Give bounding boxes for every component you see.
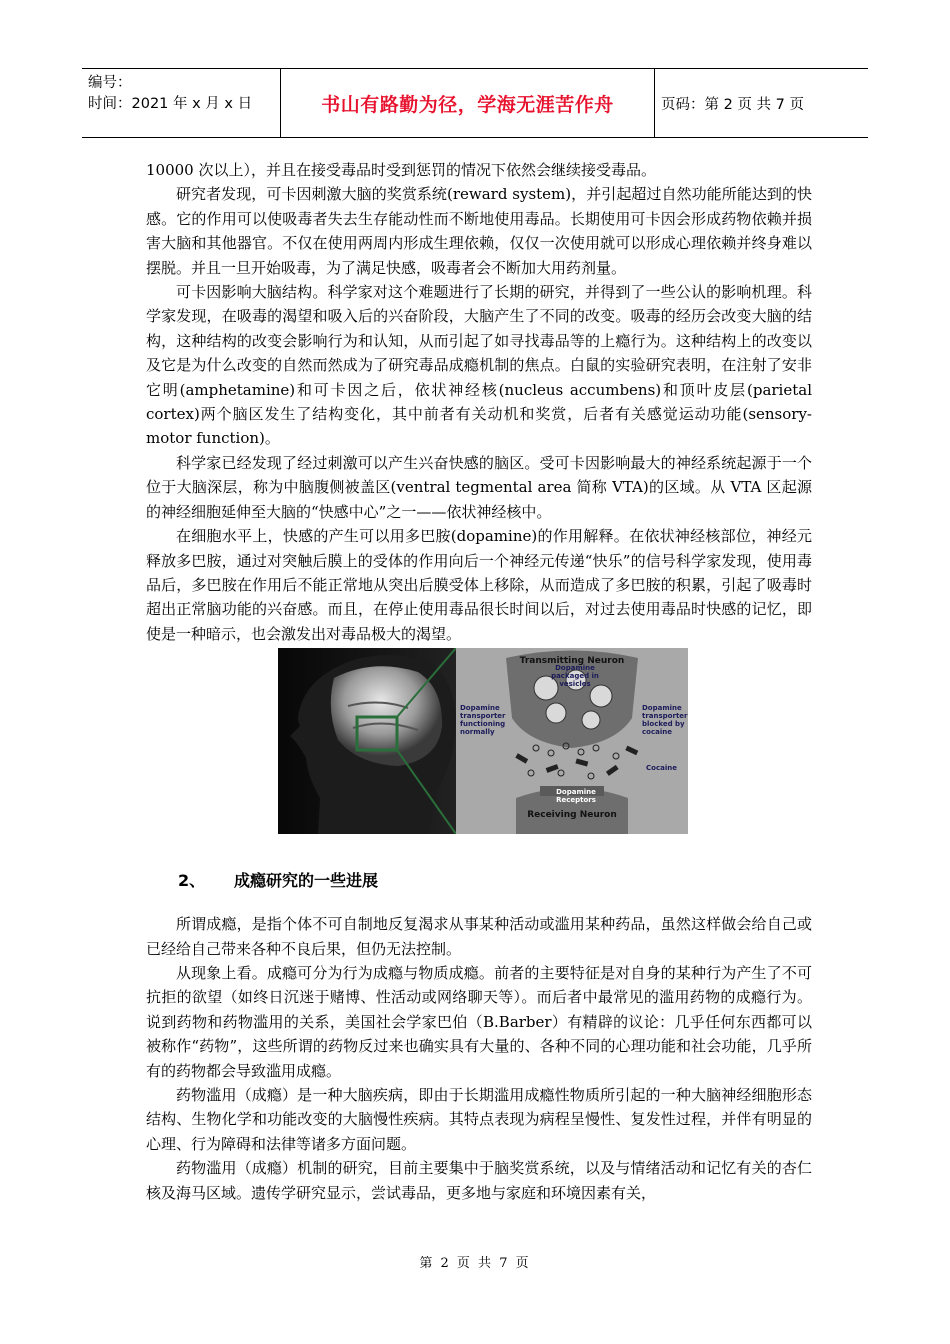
doc-number-label: 编号： [88,75,132,91]
section-number: 2、 [178,871,206,891]
synapse-diagram [456,648,688,834]
header-meta [82,69,281,137]
paragraph: 在细胞水平上，快感的产生可以用多巴胺(dopamine)的作用解释。在依状神经核部位，神经元释放多巴胺，通过对突触后膜上的受体的作用向后一个神经元传递“快乐”的信号科学家发现，使用毒品后，多巴胺在作用后不能正常地从突出后膜受体上移除，从而造成了多巴胺的积累，引起了吸毒时超出正常脑功能的兴奋感。而且，在停止使用毒品很长时间以后，对过去使用毒品时快感的记忆，即使是一种暗示，也会激发出对毒品极大的渴望。 [146,527,812,643]
section-title: 成瘾研究的一些进展 [234,871,379,891]
label-receptors: Dopamine Receptors [556,788,596,805]
label-transporter-blocked: Dopamine transporter blocked by cocaine [642,704,688,737]
paragraph-continued: 10000 次以上），并且在接受毒品时受到惩罚的情况下依然会继续接受毒品。 [146,161,656,179]
document-body [146,158,812,1205]
paragraph: 药物滥用（成瘾）机制的研究，目前主要集中于脑奖赏系统，以及与情绪活动和记忆有关的杏仁核及海马区域。遗传学研究显示，尝试毒品，更多地与家庭和环境因素有关， [146,1159,812,1202]
header-motto: 书山有路勤为径，学海无涯苦作舟 [281,69,655,137]
page-footer: 第 2 页 共 7 页 [419,1256,531,1271]
paragraph: 研究者发现，可卡因刺激大脑的奖赏系统(reward system)，并引起超过自然功能所能达到的快感。它的作用可以使吸毒者失去生存能动性而不断地使用毒品。长期使用可卡因会形成药物依赖并损害大脑和其他器官。不仅在使用两周内形成生理依赖，仅仅一次使用就可以形成心理依赖并终身难以摆脱。并且一旦开始吸毒，为了满足快感，吸毒者会不断加大用药剂量。 [146,185,812,277]
header-page-info: 页码：第 2 页 共 7 页 [661,96,804,113]
label-transmitting: Transmitting Neuron [519,656,625,667]
page-header [82,68,868,138]
paragraph: 从现象上看。成瘾可分为行为成瘾与物质成瘾。前者的主要特征是对自身的某种行为产生了不可抗拒的欲望（如终日沉迷于赌博、性活动或网络聊天等）。而后者中最常见的滥用药物的成瘾行为。说到药物和药物滥用的关系，美国社会学家巴伯（B.Barber）有精辟的议论：几乎任何东西都可以被称作“药物”，这些所谓的药物反过来也确实具有大量的、各种不同的心理功能和社会功能，几乎所有的药物都会导致滥用成瘾。 [146,963,812,1080]
paragraph: 药物滥用（成瘾）是一种大脑疾病，即由于长期滥用成瘾性物质所引起的一种大脑神经细胞形态结构、生物化学和功能改变的大脑慢性疾病。其特点表现为病程呈慢性、复发性过程，并伴有明显的心理、行为障碍和法律等诸多方面问题。 [146,1085,812,1153]
label-receiving: Receiving Neuron [527,810,617,821]
section-heading [178,868,812,894]
brain-neuron-figure [146,646,812,838]
label-packaged: Dopamine packaged in vesicles [551,664,599,689]
paragraph: 科学家已经发现了经过刺激可以产生兴奋快感的脑区。受可卡因影响最大的神经系统起源于一个位于大脑深层，称为中脑腹侧被盖区(ventral tegmental area 简称 VTA)的区域。从 VTA 区起源的神经细胞延伸至大脑的“快感中心”之一——依状神经核中。 [146,453,812,521]
label-cocaine: Cocaine [646,764,677,773]
doc-date-label: 时间：2021 年 x 月 x 日 [88,96,253,112]
label-transporter-normal: Dopamine transporter functioning normally [460,704,506,737]
paragraph: 可卡因影响大脑结构。科学家对这个难题进行了长期的研究，并得到了一些公认的影响机理。科学家发现，在吸毒的渴望和吸入后的兴奋阶段，大脑产生了不同的改变。吸毒的经历会改变大脑的结构，这种结构的改变会影响行为和认知，从而引起了如寻找毒品等的上瘾行为。这种结构上的改变以及它是为什么改变的自然而然成为了研究毒品成瘾机制的焦点。白鼠的实验研究表明，在注射了安非它明(amphetamine)和可卡因之后，依状神经核(nucleus accumbens)和顶叶皮层(parietal cortex)两个脑区发生了结构变化，其中前者有关动机和奖赏，后者有关感觉运动功能(sensory-motor function)。 [146,283,812,448]
paragraph: 所谓成瘾，是指个体不可自制地反复渴求从事某种活动或滥用某种药品，虽然这样做会给自己或已经给自己带来各种不良后果，但仍无法控制。 [146,915,812,958]
